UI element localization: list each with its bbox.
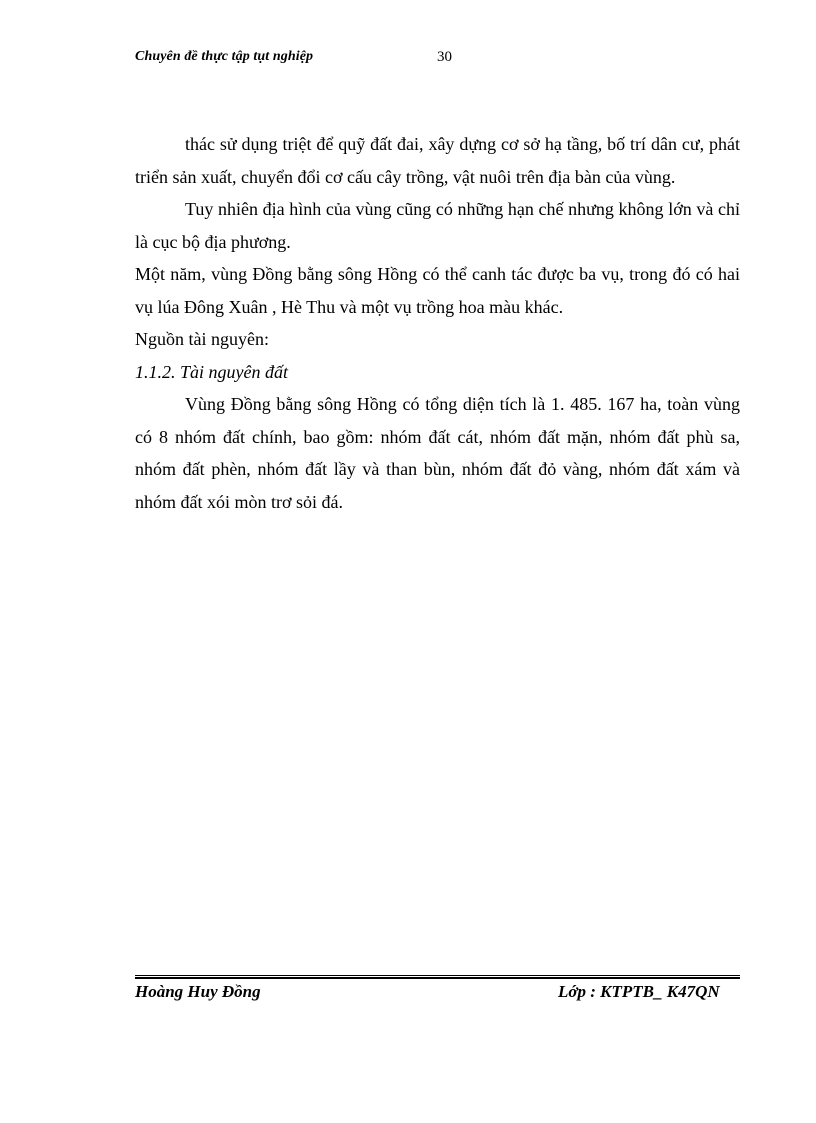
document-title: Chuyên đề thực tập tụt nghiệp: [135, 49, 314, 64]
paragraph-5: Vùng Đồng bằng sông Hồng có tổng diện tích là 1. 485. 167 ha, toàn vùng có 8 nhóm đất chính, bao gồm: nhóm đất cát, nhóm đất mặn, nhóm đất phù sa, nhóm đất phèn, nhóm đất lầy và than bùn, nhóm đất đỏ vàng, nhóm đất xám và nhóm đất xói mòn trơ sỏi đá.: [135, 394, 740, 512]
body-content: [135, 128, 740, 518]
footer-divider: [135, 975, 740, 979]
class-label: Lớp : KTPTB_ K47QN: [558, 982, 720, 1001]
paragraph-1: thác sử dụng triệt để quỹ đất đai, xây dựng cơ sở hạ tầng, bố trí dân cư, phát triển sản xuất, chuyển đổi cơ cấu cây trồng, vật nuôi trên địa bàn của vùng.: [135, 134, 740, 187]
paragraph-4: Nguồn tài nguyên:: [135, 329, 269, 349]
page-number: 30: [437, 49, 452, 65]
section-heading: 1.1.2. Tài nguyên đất: [135, 361, 288, 382]
paragraph-3: Một năm, vùng Đồng bằng sông Hồng có thể canh tác được ba vụ, trong đó có hai vụ lúa Đông Xuân , Hè Thu và một vụ trồng hoa màu khác.: [135, 264, 740, 317]
author-name: Hoàng Huy Đồng: [135, 982, 261, 1001]
paragraph-2: Tuy nhiên địa hình của vùng cũng có những hạn chế nhưng không lớn và chỉ là cục bộ địa phương.: [135, 199, 740, 252]
